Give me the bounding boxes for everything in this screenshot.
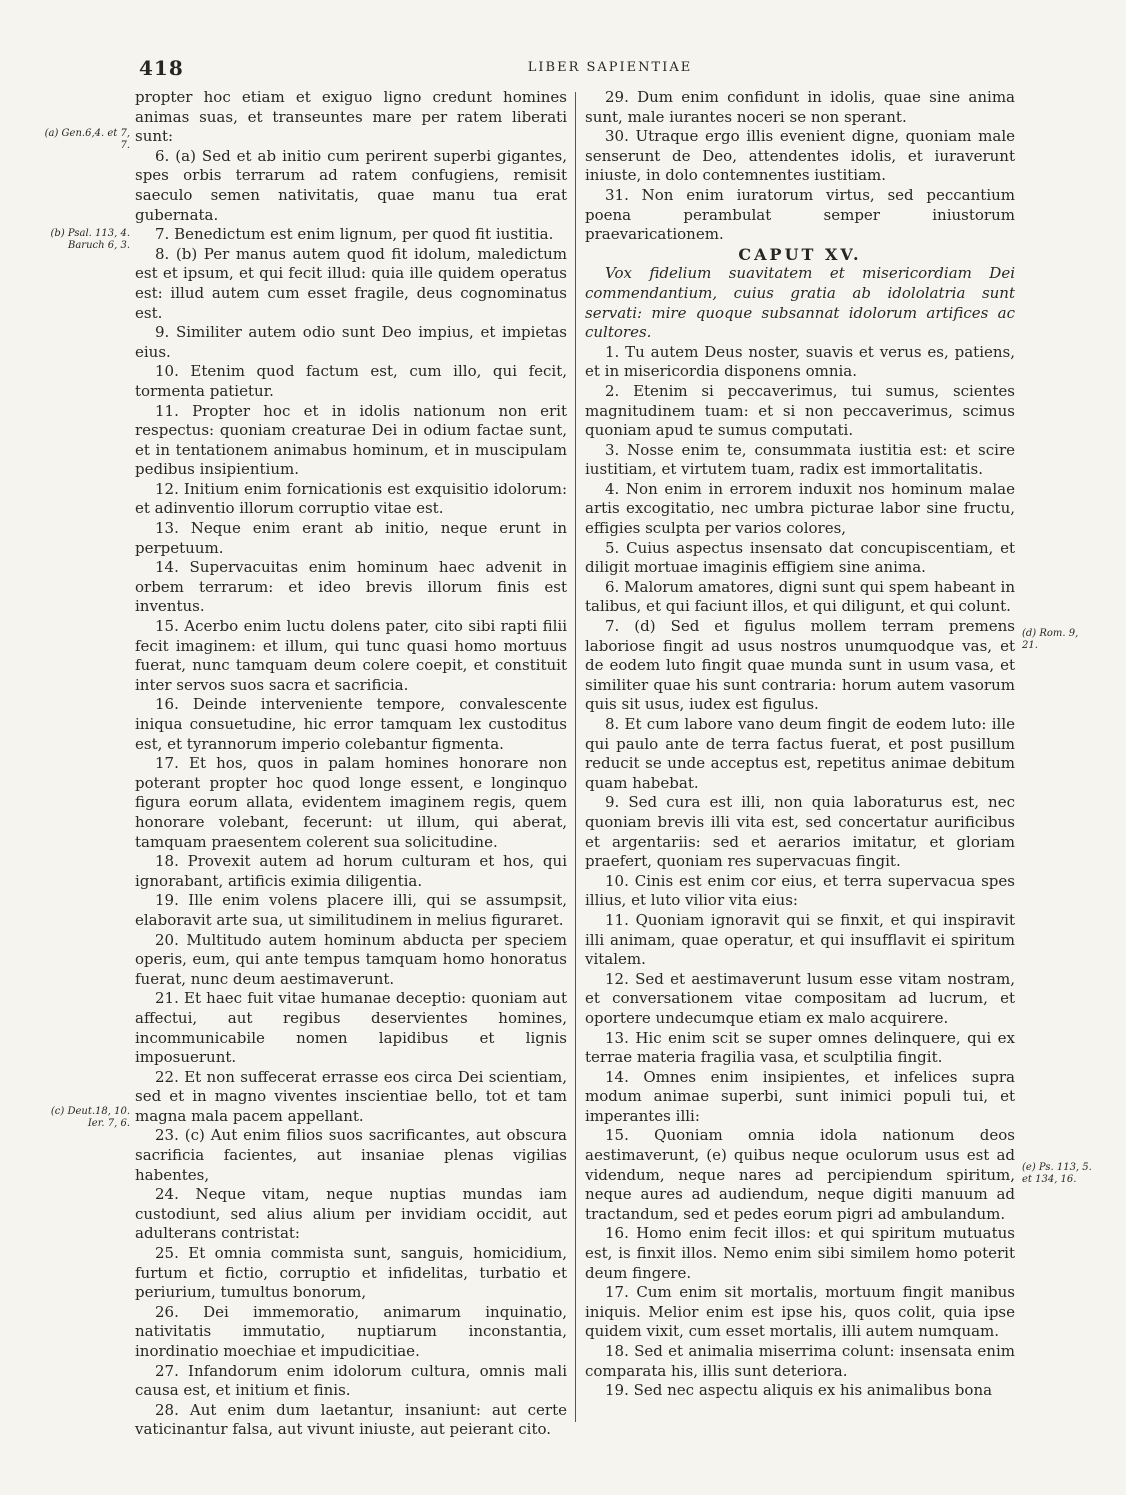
verse: 31. Non enim iuratorum virtus, sed peccantium poena perambulat semper iniustorum praevaricationem. — [585, 185, 1015, 244]
verse: 17. Cum enim sit mortalis, mortuum fingit manibus iniquis. Melior enim est ipse his, quos colit, quia ipse quidem vixit, cum esset mortalis, illi autem numquam. — [585, 1283, 1015, 1341]
margin-note-a: (a) Gen.6,4. et 7, 7. — [44, 128, 130, 151]
verse: 3. Nosse enim te, consummata iustitia est: et scire iustitiam, et virtutem tuam, radix est immortalitatis. — [585, 440, 1015, 479]
verse: 8. Et cum labore vano deum fingit de eodem luto: ille qui paulo ante de terra factus fuerat, et post pusillum reducit se unde acceptus est, repetitus animae debitum quam habebat. — [585, 715, 1015, 792]
verse: 5. Cuius aspectus insensato dat concupiscentiam, et diligit mortuae imaginis effigiem sine anima. — [585, 538, 1015, 577]
verse: 10. Cinis est enim cor eius, et terra supervacua spes illius, et luto vilior vita eius: — [585, 871, 1015, 910]
verse: 4. Non enim in errorem induxit nos hominum malae artis excogitatio, nec umbra picturae labor sine fructu, effigies sculpta per varios colores, — [585, 479, 1015, 538]
verse: 9. Similiter autem odio sunt Deo impius, et impietas eius. — [135, 323, 567, 361]
verse: 28. Aut enim dum laetantur, insaniunt: aut certe vaticinantur falsa, aut vivunt iniuste, aut peierant cito. — [135, 1400, 567, 1439]
verse: 17. Et hos, quos in palam homines honorare non poterant propter hoc quod longe essent, e longinquo figura eorum allata, evidentem imaginem regis, quem honorare volebant, fecerunt: ut illum, qui aberat, tamquam praesentem colerent sua solicitudine. — [135, 754, 567, 851]
running-title: LIBER SAPIENTIAE — [527, 60, 693, 75]
verse: 21. Et haec fuit vitae humanae deceptio: quoniam aut affectui, aut regibus deservientes homines, incommunicabile nomen lapidibus et lignis imposuerunt. — [135, 989, 567, 1067]
page-number: 418 — [139, 56, 184, 80]
verse: 29. Dum enim confidunt in idolis, quae sine anima sunt, male iurantes noceri se non sperant. — [585, 88, 1015, 126]
verse: 20. Multitudo autem hominum abducta per speciem operis, eum, qui ante tempus tamquam homo honoratus fuerat, nunc deum aestimaverunt. — [135, 930, 567, 988]
verse: 12. Sed et aestimaverunt lusum esse vitam nostram, et conversationem vitae compositam ad lucrum, et oportere undecumque etiam ex malo acquirere. — [585, 969, 1015, 1027]
verse: 30. Utraque ergo illis evenient digne, quoniam male senserunt de Deo, attendentes idolis, et iuraverunt iniuste, in dolo contemnentes iustitiam. — [585, 127, 1015, 185]
verse: 1. Tu autem Deus noster, suavis et verus es, patiens, et in misericordia disponens omnia. — [585, 342, 1015, 381]
verse: 27. Infandorum enim idolorum cultura, omnis mali causa est, et initium et finis. — [135, 1361, 567, 1400]
verse: 2. Etenim si peccaverimus, tui sumus, scientes magnitudinem tuam: et si non peccaverimus, scimus quoniam apud te sumus computati. — [585, 381, 1015, 440]
verse: 13. Hic enim scit se super omnes delinquere, qui ex terrae materia fragilia vasa, et sculptilia fingit. — [585, 1028, 1015, 1067]
column-divider — [575, 92, 576, 1422]
verse: 11. Quoniam ignoravit qui se finxit, et qui inspiravit illi animam, quae operatur, et qui insufflavit ei spiritum vitalem. — [585, 910, 1015, 969]
verse: 18. Sed et animalia miserrima colunt: insensata enim comparata his, illis sunt deteriora. — [585, 1342, 1015, 1380]
margin-note-d: (d) Rom. 9, 21. — [1022, 628, 1079, 651]
verse: 23. (c) Aut enim filios suos sacrificantes, aut obscura sacrificia facientes, aut insaniae plenas vigilias habentes, — [135, 1126, 567, 1184]
verse: 18. Provexit autem ad horum culturam et hos, qui ignorabant, artificis eximia diligentia. — [135, 852, 567, 890]
verse: 12. Initium enim fornicationis est exquisitio idolorum: et adinventio illorum corruptio vitae est. — [135, 479, 567, 518]
verse: 6. Malorum amatores, digni sunt qui spem habeant in talibus, et qui faciunt illos, et qui diligunt, et qui colunt. — [585, 577, 1015, 616]
verse: 6. (a) Sed et ab initio cum perirent superbi gigantes, spes orbis terrarum ad ratem confugiens, remisit saeculo semen nativitatis, quae manu tua erat gubernata. — [135, 146, 567, 224]
verse: 10. Etenim quod factum est, cum illo, qui fecit, tormenta patietur. — [135, 362, 567, 400]
left-column — [135, 88, 567, 1440]
verse: 13. Neque enim erant ab initio, neque erunt in perpetuum. — [135, 519, 567, 557]
margin-note-c: (c) Deut.18, 10. Ier. 7, 6. — [50, 1106, 130, 1129]
right-column — [585, 88, 1015, 1401]
page-header — [135, 56, 1015, 86]
verse: 26. Dei immemoratio, animarum inquinatio, nativitatis immutatio, nuptiarum inconstantia, inordinatio moechiae et impudicitiae. — [135, 1302, 567, 1360]
verse: 14. Supervacuitas enim hominum haec advenit in orbem terrarum: et ideo brevis illorum finis est inventus. — [135, 558, 567, 616]
verse: 22. Et non suffecerat errasse eos circa Dei scientiam, sed et in magno viventes inscientiae bello, tot et tam magna mala pacem appellant. — [135, 1067, 567, 1125]
verse: 19. Sed nec aspectu aliquis ex his animalibus bona — [605, 1381, 993, 1400]
verse: 24. Neque vitam, neque nuptias mundas iam custodiunt, sed alius alium per invidiam occidit, aut adulterans contristat: — [135, 1185, 567, 1243]
verse: 14. Omnes enim insipientes, et infelices supra modum animae superbi, sunt inimici populi tui, et imperantes illi: — [585, 1067, 1015, 1125]
verse: 7. (d) Sed et figulus mollem terram premens laboriose fingit ad usus nostros unumquodque vas, et de eodem luto fingit quae munda sunt in usum vasa, et similiter quae his sunt contraria: horum autem vasorum quis sit usus, iudex est figulus. — [585, 617, 1015, 714]
verse: 19. Ille enim volens placere illi, qui se assumpsit, elaboravit arte sua, ut similitudinem in melius figuraret. — [135, 891, 567, 929]
margin-note-e: (e) Ps. 113, 5. et 134, 16. — [1022, 1162, 1092, 1185]
verse: 7. Benedictum est enim lignum, per quod fit iustitia. — [155, 225, 554, 244]
verse: 8. (b) Per manus autem quod fit idolum, maledictum est et ipsum, et qui fecit illud: quia ille quidem operatus est: illud autem cum esset fragile, deus cognominatus est. — [135, 244, 567, 322]
verse: 15. Quoniam omnia idola nationum deos aestimaverunt, (e) quibus neque oculorum usus est ad videndum, neque nares ad percipiendum spiritum, neque aures ad audiendum, neque digiti manuum ad tractandum, sed et pedes eorum pigri ad ambulandum. — [585, 1126, 1015, 1223]
verse: 25. Et omnia commista sunt, sanguis, homicidium, furtum et fictio, corruptio et infidelitas, turbatio et periurium, tumultus bonorum, — [135, 1244, 567, 1302]
chapter-summary: Vox fidelium suavitatem et misericordiam Dei commendantium, cuius gratia ab idololatria sunt servati: mire quoque subsannat idolorum artifices ac cultores. — [585, 264, 1015, 342]
verse: 15. Acerbo enim luctu dolens pater, cito sibi rapti filii fecit imaginem: et illum, qui tunc quasi homo mortuus fuerat, nunc tamquam deum colere coepit, et constituit inter servos suos sacra et sacrificia. — [135, 617, 567, 694]
verse: 16. Homo enim fecit illos: et qui spiritum mutuatus est, is finxit illos. Nemo enim sibi similem homo poterit deum fingere. — [585, 1224, 1015, 1282]
verse-continuation: propter hoc etiam et exiguo ligno credunt homines animas suas, et transeuntes mare per ratem liberati sunt: — [135, 88, 567, 146]
chapter-heading: CAPUT XV. — [738, 244, 862, 264]
verse: 11. Propter hoc et in idolis nationum non erit respectus: quoniam creaturae Dei in odium factae sunt, et in tentationem animabus hominum, et in muscipulam pedibus insipientium. — [135, 401, 567, 479]
margin-note-b: (b) Psal. 113, 4. Baruch 6, 3. — [50, 228, 130, 251]
verse: 9. Sed cura est illi, non quia laboraturus est, nec quoniam brevis illi vita est, sed concertatur aurificibus et argentariis: sed et aerarios imitatur, et gloriam praefert, quoniam res supervacuas fingit. — [585, 793, 1015, 871]
verse: 16. Deinde interveniente tempore, convalescente iniqua consuetudine, hic error tamquam lex custoditus est, et tyrannorum imperio colebantur figmenta. — [135, 695, 567, 753]
